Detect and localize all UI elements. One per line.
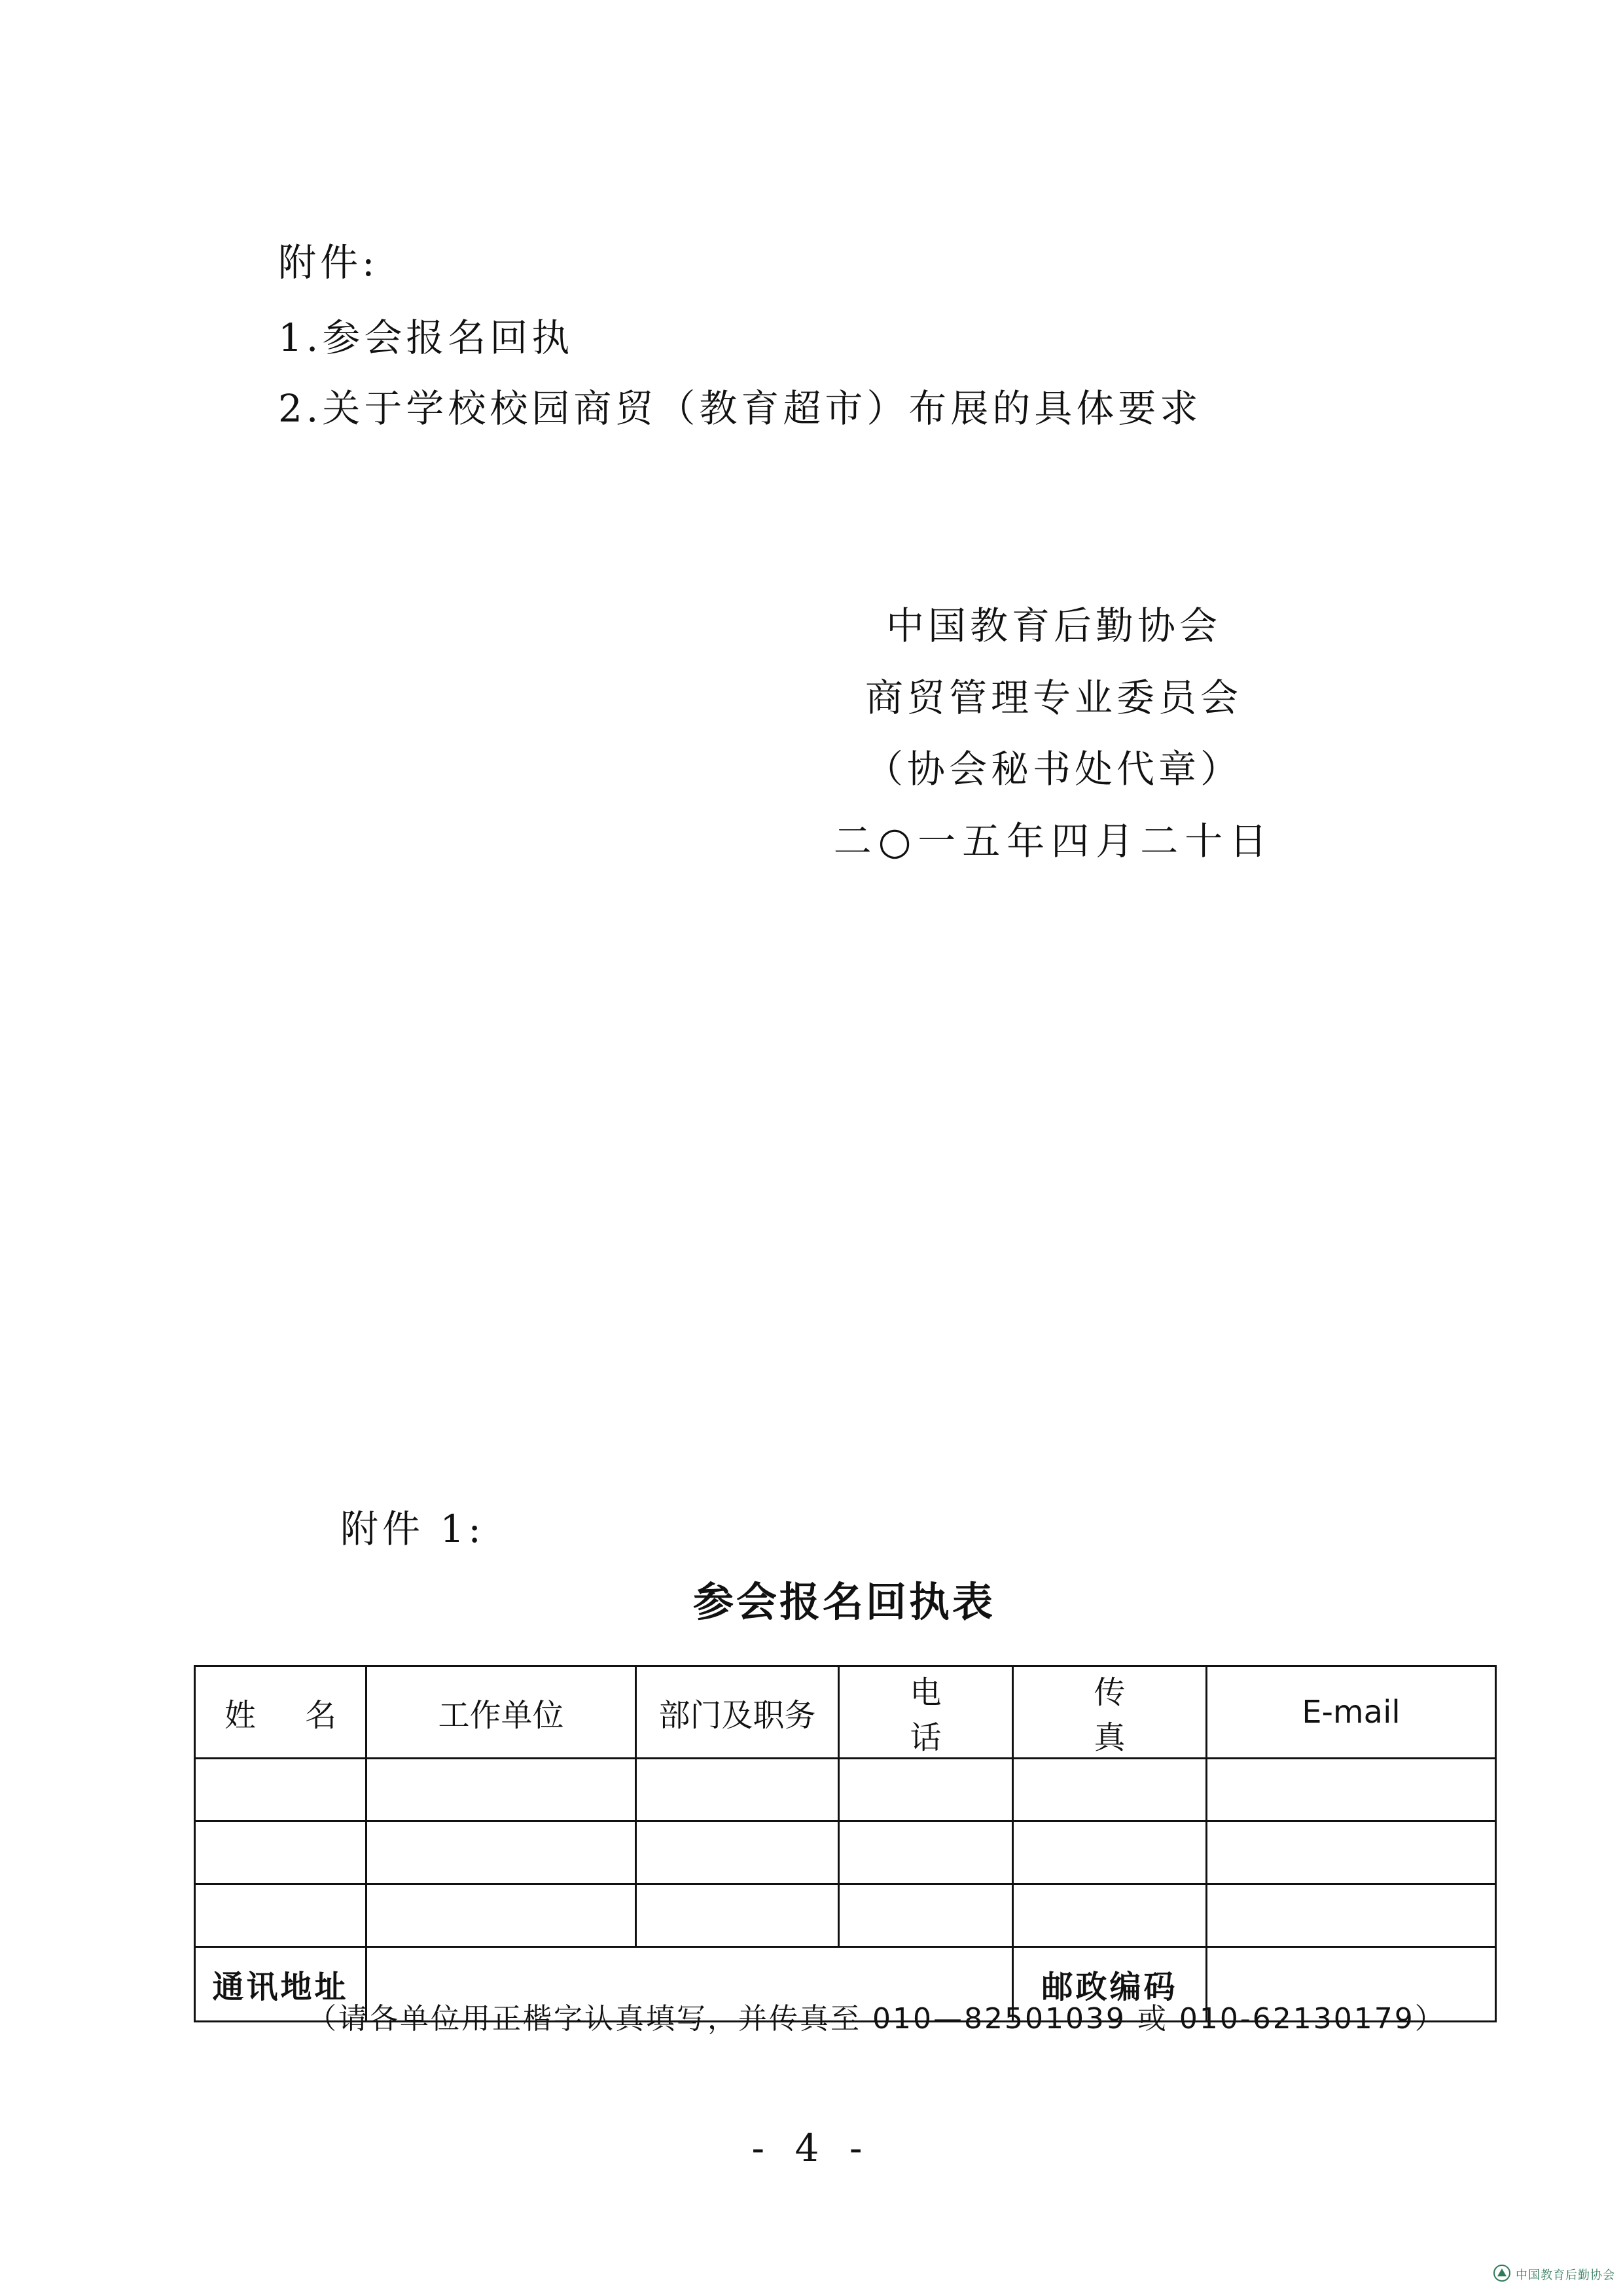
phone-cell[interactable] (839, 1884, 1013, 1947)
department-position-cell[interactable] (636, 1821, 839, 1884)
header-phone: 电 话 (839, 1666, 1013, 1759)
work-unit-cell[interactable] (366, 1759, 636, 1821)
address-label: 通讯地址 (195, 1947, 366, 2022)
email-cell[interactable] (1207, 1821, 1496, 1884)
footer-org-mark: 中国教育后勤协会 (1516, 2269, 1615, 2282)
work-unit-cell[interactable] (366, 1821, 636, 1884)
table-row (195, 1821, 1496, 1884)
header-name: 姓 名 (195, 1666, 366, 1759)
department-position-cell[interactable] (636, 1884, 839, 1947)
phone-cell[interactable] (839, 1821, 1013, 1884)
postcode-label: 邮政编码 (1013, 1947, 1207, 2022)
signature-date: 二○一五年四月二十日 (833, 819, 1274, 863)
registration-form-table (194, 1665, 1497, 2022)
name-cell[interactable] (195, 1759, 366, 1821)
header-work-unit: 工作单位 (366, 1666, 636, 1759)
email-cell[interactable] (1207, 1884, 1496, 1947)
form-title: 参会报名回执表 (692, 1578, 995, 1626)
email-cell[interactable] (1207, 1759, 1496, 1821)
attachments-label: 附件: (278, 240, 379, 285)
attachment-item-2: 2.关于学校校园商贸（教育超市）布展的具体要求 (278, 386, 1202, 431)
name-cell[interactable] (195, 1821, 366, 1884)
fill-instruction-note: （请各单位用正楷字认真填写，并传真至 010—82501039 或 010-62130179） (308, 2002, 1446, 2036)
table-header-row (195, 1666, 1496, 1759)
attachment-item-1: 1.参会报名回执 (278, 315, 574, 360)
association-logo-icon (1493, 2265, 1510, 2282)
fax-cell[interactable] (1013, 1759, 1207, 1821)
signature-org: 中国教育后勤协会 (885, 603, 1221, 648)
page-number: - 4 - (751, 2126, 872, 2170)
signature-seal-note: （协会秘书处代章） (865, 747, 1242, 791)
phone-cell[interactable] (839, 1759, 1013, 1821)
table-row (195, 1884, 1496, 1947)
header-fax: 传 真 (1013, 1666, 1207, 1759)
department-position-cell[interactable] (636, 1759, 839, 1821)
name-cell[interactable] (195, 1884, 366, 1947)
fax-cell[interactable] (1013, 1884, 1207, 1947)
header-email: E-mail (1207, 1666, 1496, 1759)
signature-committee: 商贸管理专业委员会 (865, 675, 1242, 720)
work-unit-cell[interactable] (366, 1884, 636, 1947)
header-department-position: 部门及职务 (636, 1666, 839, 1759)
fax-cell[interactable] (1013, 1821, 1207, 1884)
table-row (195, 1759, 1496, 1821)
annex-label: 附件 1: (340, 1507, 485, 1551)
